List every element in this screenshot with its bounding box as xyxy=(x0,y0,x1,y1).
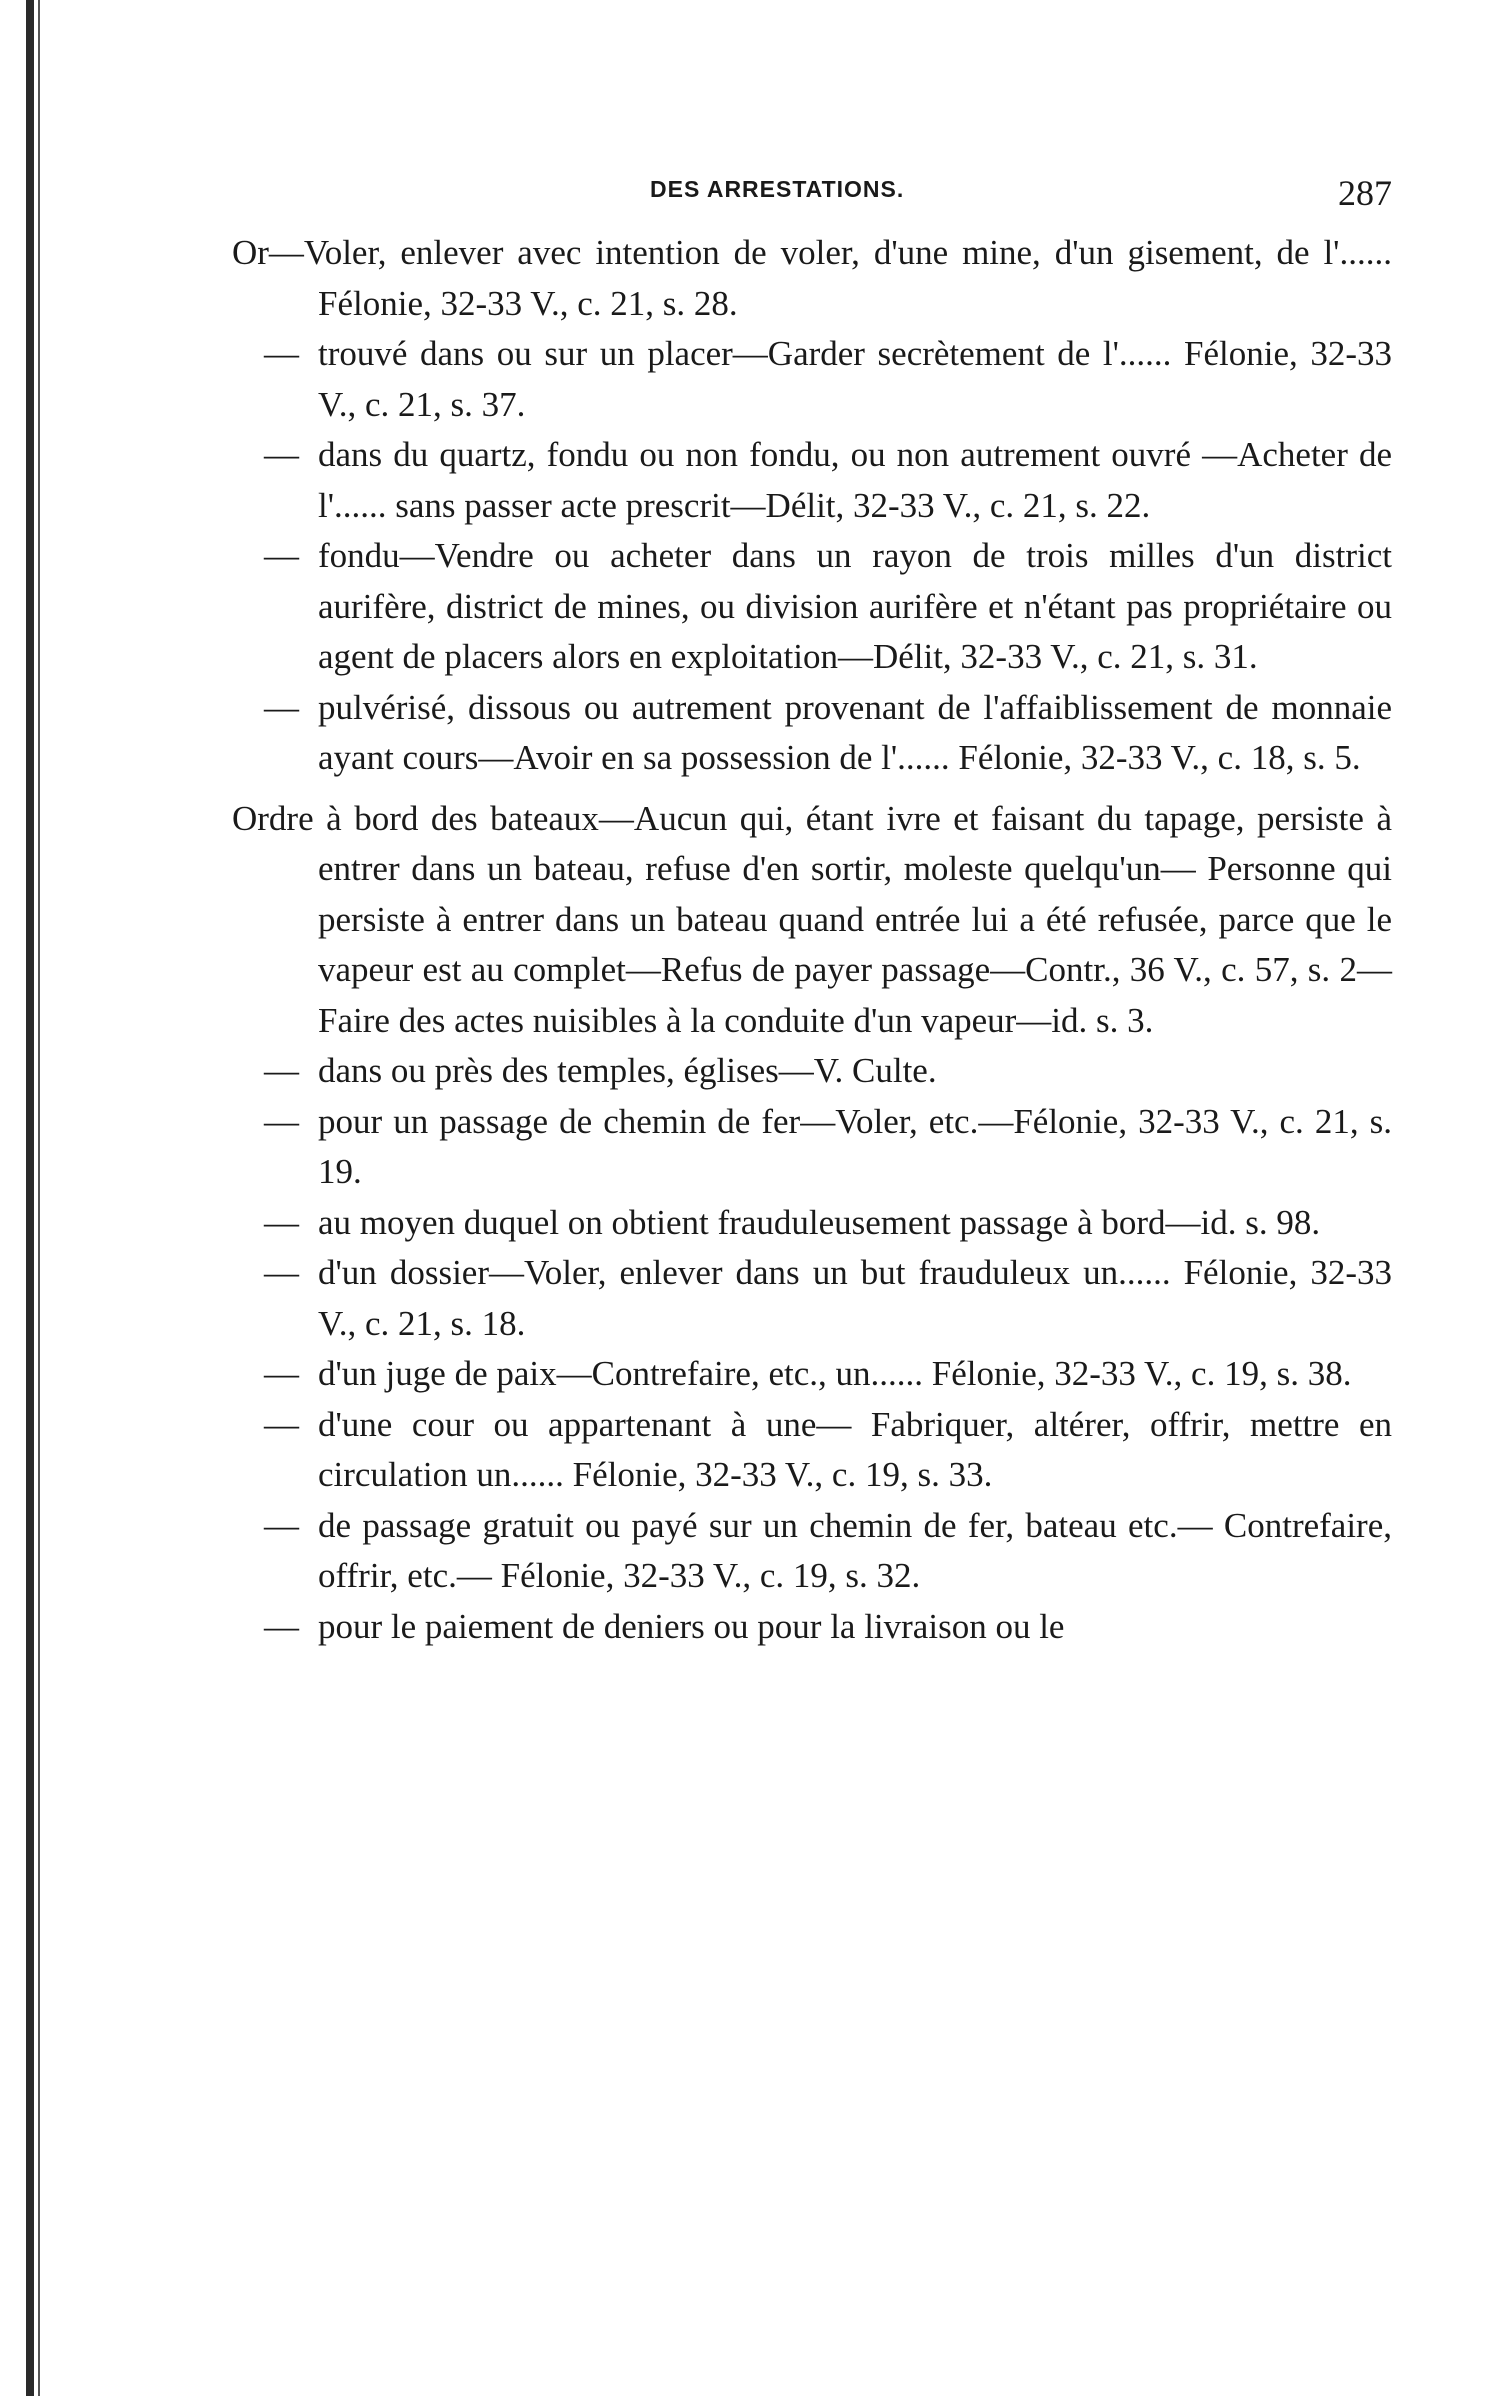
entry-dash: — xyxy=(264,1051,299,1090)
entry-text: pour le paiement de deniers ou pour la livraison ou le xyxy=(318,1606,1065,1646)
entry-text: dans du quartz, fondu ou non fondu, ou non autrement ouvré —Acheter de l'...... sans passer acte prescrit—Délit, 32-33 V., c. 21, s. 22. xyxy=(318,435,1392,525)
index-entry-sub xyxy=(232,430,1392,531)
index-entry-sub xyxy=(232,1602,1392,1653)
entry-text: de passage gratuit ou payé sur un chemin de fer, bateau etc.— Contrefaire, offrir, etc.— Félonie, 32-33 V., c. 19, s. 32. xyxy=(318,1505,1392,1595)
entry-dash: — xyxy=(264,1354,299,1393)
index-entry-sub xyxy=(232,1501,1392,1602)
entry-text: au moyen duquel on obtient frauduleusement passage à bord—id. s. 98. xyxy=(318,1202,1321,1242)
entry-dash: — xyxy=(264,334,299,373)
entry-text: Or—Voler, enlever avec intention de voler, d'une mine, d'un gisement, de l'...... Félonie, 32-33 V., c. 21, s. 28. xyxy=(232,233,1392,323)
index-entry-sub xyxy=(232,1248,1392,1349)
entry-dash: — xyxy=(264,1505,299,1545)
entry-text: dans ou près des temples, églises—V. Culte. xyxy=(318,1051,937,1090)
entry-text: d'un juge de paix—Contrefaire, etc., un...... Félonie, 32-33 V., c. 19, s. 38. xyxy=(318,1354,1352,1393)
index-entry-sub xyxy=(232,531,1392,683)
entry-dash: — xyxy=(264,1606,299,1646)
entry-dash: — xyxy=(264,1404,299,1444)
entry-dash: — xyxy=(264,435,299,474)
entry-dash: — xyxy=(264,536,299,575)
index-entry-sub xyxy=(232,1349,1392,1400)
entry-text: d'un dossier—Voler, enlever dans un but frauduleux un...... Félonie, 32-33 V., c. 21, s. 18. xyxy=(318,1253,1392,1343)
entry-text: Ordre à bord des bateaux—Aucun qui, étant ivre et faisant du tapage, persiste à entrer dans un bateau, refuse d'en sortir, moleste quelqu'un— Personne qui persiste à entrer dans un bateau quand entrée lui a été refusée, parce que le vapeur est au complet—Refus de payer passage—Contr., 36 V., c. 57, s. 2—Faire des actes nuisibles à la conduite d'un vapeur—id. s. 3. xyxy=(232,798,1392,1040)
index-entry-sub xyxy=(232,1097,1392,1198)
index-entry-main xyxy=(232,228,1392,329)
entry-text: d'une cour ou appartenant à une— Fabriquer, altérer, offrir, mettre en circulation un...... Félonie, 32-33 V., c. 19, s. 33. xyxy=(318,1404,1392,1494)
index-entry-sub xyxy=(232,1198,1392,1249)
entry-dash: — xyxy=(264,1101,299,1141)
running-title: DES ARRESTATIONS. xyxy=(650,176,905,202)
page-number: 287 xyxy=(1338,173,1392,213)
entry-text: trouvé dans ou sur un placer—Garder secrètement de l'...... Félonie, 32-33 V., c. 21, s. 37. xyxy=(318,334,1392,424)
index-entry-sub xyxy=(232,329,1392,430)
running-head xyxy=(232,172,1392,218)
entry-text: fondu—Vendre ou acheter dans un rayon de trois milles d'un district aurifère, district de mines, ou division aurifère et n'étant pas propriétaire ou agent de placers alors en exploitation—Délit, 32-33 V., c. 21, s. 31. xyxy=(318,536,1392,676)
index-entry-sub xyxy=(232,1400,1392,1501)
index-entry-main xyxy=(232,794,1392,1047)
page-edge-rule-thin xyxy=(38,0,40,2396)
index-entry-sub xyxy=(232,1046,1392,1097)
entry-dash: — xyxy=(264,687,299,727)
entry-text: pour un passage de chemin de fer—Voler, etc.—Félonie, 32-33 V., c. 21, s. 19. xyxy=(318,1101,1392,1191)
entry-dash: — xyxy=(264,1202,299,1242)
page-edge-rule xyxy=(26,0,34,2396)
index-entries xyxy=(232,228,1392,1652)
entry-dash: — xyxy=(264,1253,299,1292)
entry-text: pulvérisé, dissous ou autrement provenant de l'affaiblissement de monnaie ayant cours—Avoir en sa possession de l'...... Félonie, 32-33 V., c. 18, s. 5. xyxy=(318,687,1392,777)
index-entry-sub xyxy=(232,683,1392,784)
